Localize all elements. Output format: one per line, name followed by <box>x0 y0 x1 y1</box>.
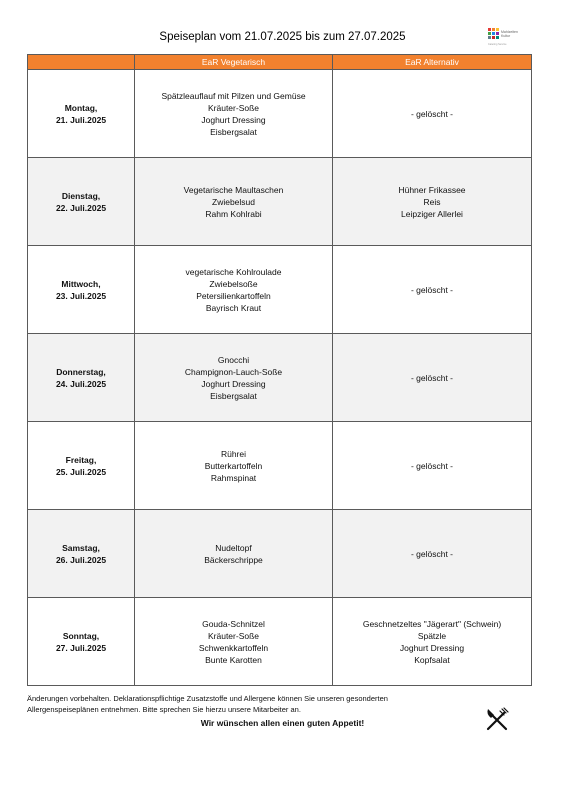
dish-line: - gelöscht - <box>410 108 454 119</box>
day-cell <box>28 422 135 510</box>
day-cell <box>28 334 135 422</box>
vegetarisch-cell <box>135 246 333 334</box>
date-label: 26. Juli.2025 <box>55 554 107 565</box>
dish-line: vegetarische Kohlroulade <box>185 266 282 277</box>
dish-line: - gelöscht - <box>410 372 454 383</box>
dish-line: Bayrisch Kraut <box>205 302 262 313</box>
dish-line: Joghurt Dressing <box>201 378 266 389</box>
logo-square <box>488 28 491 31</box>
day-cell <box>28 598 135 686</box>
dish-line: Rahmspinat <box>210 472 257 483</box>
day-cell <box>28 70 135 158</box>
logo-square <box>492 32 495 35</box>
table-row <box>28 158 532 246</box>
dish-line: Champignon-Lauch-Soße <box>184 366 283 377</box>
logo-wordmark <box>501 30 518 38</box>
cutlery-icon <box>482 705 512 735</box>
dish-line: Nudeltopf <box>215 542 252 553</box>
dish-line: Butterkartoffeln <box>204 460 263 471</box>
logo-square <box>488 36 491 39</box>
dish-line: Geschnetzeltes "Jägerart" (Schwein) <box>362 618 502 629</box>
alternativ-cell <box>333 422 532 510</box>
table-row <box>28 334 532 422</box>
weekday-label: Mittwoch, <box>61 278 101 289</box>
table-row <box>28 598 532 686</box>
vegetarisch-cell <box>135 334 333 422</box>
dish-line: Joghurt Dressing <box>201 114 266 125</box>
dish-line: - gelöscht - <box>410 284 454 295</box>
date-label: 22. Juli.2025 <box>55 202 107 213</box>
alternativ-cell <box>333 70 532 158</box>
dish-line: Bäckerschrippe <box>204 554 263 565</box>
logo-square <box>488 32 491 35</box>
dish-line: - gelöscht - <box>410 460 454 471</box>
day-cell <box>28 246 135 334</box>
dish-line: Eisbergsalat <box>210 390 257 401</box>
logo-square <box>496 32 499 35</box>
logo-square <box>492 36 495 39</box>
logo-square <box>496 36 499 39</box>
table-row <box>28 422 532 510</box>
dish-line: Hühner Frikassee <box>398 184 466 195</box>
vegetarisch-cell <box>135 158 333 246</box>
page-title: Speiseplan vom 21.07.2025 bis zum 27.07.2025 <box>159 31 406 43</box>
alternativ-cell <box>333 334 532 422</box>
alternativ-cell <box>333 158 532 246</box>
table-row <box>28 246 532 334</box>
logo-text-1: Mahlzeiten <box>501 30 518 34</box>
dish-line: Schwenkkartoffeln <box>198 642 269 653</box>
weekday-label: Montag, <box>64 102 98 113</box>
dish-line: Bunte Karotten <box>205 654 262 665</box>
table-header-row <box>28 55 532 70</box>
table-row <box>28 510 532 598</box>
logo-subtitle: Catering Service <box>488 43 507 46</box>
alternativ-cell <box>333 598 532 686</box>
header-alternativ: EaR Alternativ <box>333 55 532 70</box>
dish-line: Kopfsalat <box>414 654 450 665</box>
day-cell <box>28 510 135 598</box>
logo-square <box>492 28 495 31</box>
dish-line: Petersilienkartoffeln <box>196 290 271 301</box>
weekday-label: Freitag, <box>65 454 97 465</box>
dish-line: Gouda-Schnitzel <box>202 618 265 629</box>
day-cell <box>28 158 135 246</box>
weekday-label: Dienstag, <box>61 190 101 201</box>
date-label: 23. Juli.2025 <box>55 290 107 301</box>
disclaimer-line-2: Allergenspeiseplänen entnehmen. Bitte sprechen Sie hierzu unsere Mitarbeiter an. <box>27 705 301 714</box>
vegetarisch-cell <box>135 70 333 158</box>
appetit-message: Wir wünschen allen einen guten Appetit! <box>200 718 365 728</box>
vegetarisch-cell <box>135 598 333 686</box>
header-day <box>28 55 135 70</box>
dish-line: Kräuter-Soße <box>207 630 260 641</box>
dish-line: Eisbergsalat <box>210 126 257 137</box>
dish-line: - gelöscht - <box>410 548 454 559</box>
dish-line: Gnocchi <box>217 354 250 365</box>
date-label: 24. Juli.2025 <box>55 378 107 389</box>
alternativ-cell <box>333 510 532 598</box>
menu-table <box>27 54 532 686</box>
dish-line: Zwiebelsoße <box>209 278 258 289</box>
disclaimer-note <box>27 693 467 715</box>
vegetarisch-cell <box>135 510 333 598</box>
weekday-label: Sonntag, <box>62 630 100 641</box>
table-row <box>28 70 532 158</box>
weekday-label: Donnerstag, <box>56 366 106 377</box>
dish-line: Zwiebelsud <box>212 196 255 207</box>
dish-line: Vegetarische Maultaschen <box>183 184 284 195</box>
date-label: 21. Juli.2025 <box>55 114 107 125</box>
dish-line: Kräuter-Soße <box>207 102 260 113</box>
alternativ-cell <box>333 246 532 334</box>
disclaimer-line-1: Änderungen vorbehalten. Deklarationspflichtige Zusatzstoffe und Allergene können Sie unseren gesonderten <box>27 694 388 703</box>
weekday-label: Samstag, <box>62 542 100 553</box>
logo-square <box>496 28 499 31</box>
vegetarisch-cell <box>135 422 333 510</box>
dish-line: Joghurt Dressing <box>399 642 465 653</box>
date-label: 27. Juli.2025 <box>55 642 107 653</box>
dish-line: Spätzle <box>417 630 447 641</box>
dish-line: Reis <box>423 196 441 207</box>
dish-line: Rahm Kohlrabi <box>205 208 262 219</box>
date-label: 25. Juli.2025 <box>55 466 107 477</box>
dish-line: Rührei <box>220 448 247 459</box>
logo-text-2: Kultur <box>501 34 511 38</box>
company-logo <box>487 26 517 48</box>
header-vegetarisch: EaR Vegetarisch <box>135 55 333 70</box>
dish-line: Leipziger Allerlei <box>401 208 463 219</box>
dish-line: Spätzleauflauf mit Pilzen und Gemüse <box>161 90 306 101</box>
